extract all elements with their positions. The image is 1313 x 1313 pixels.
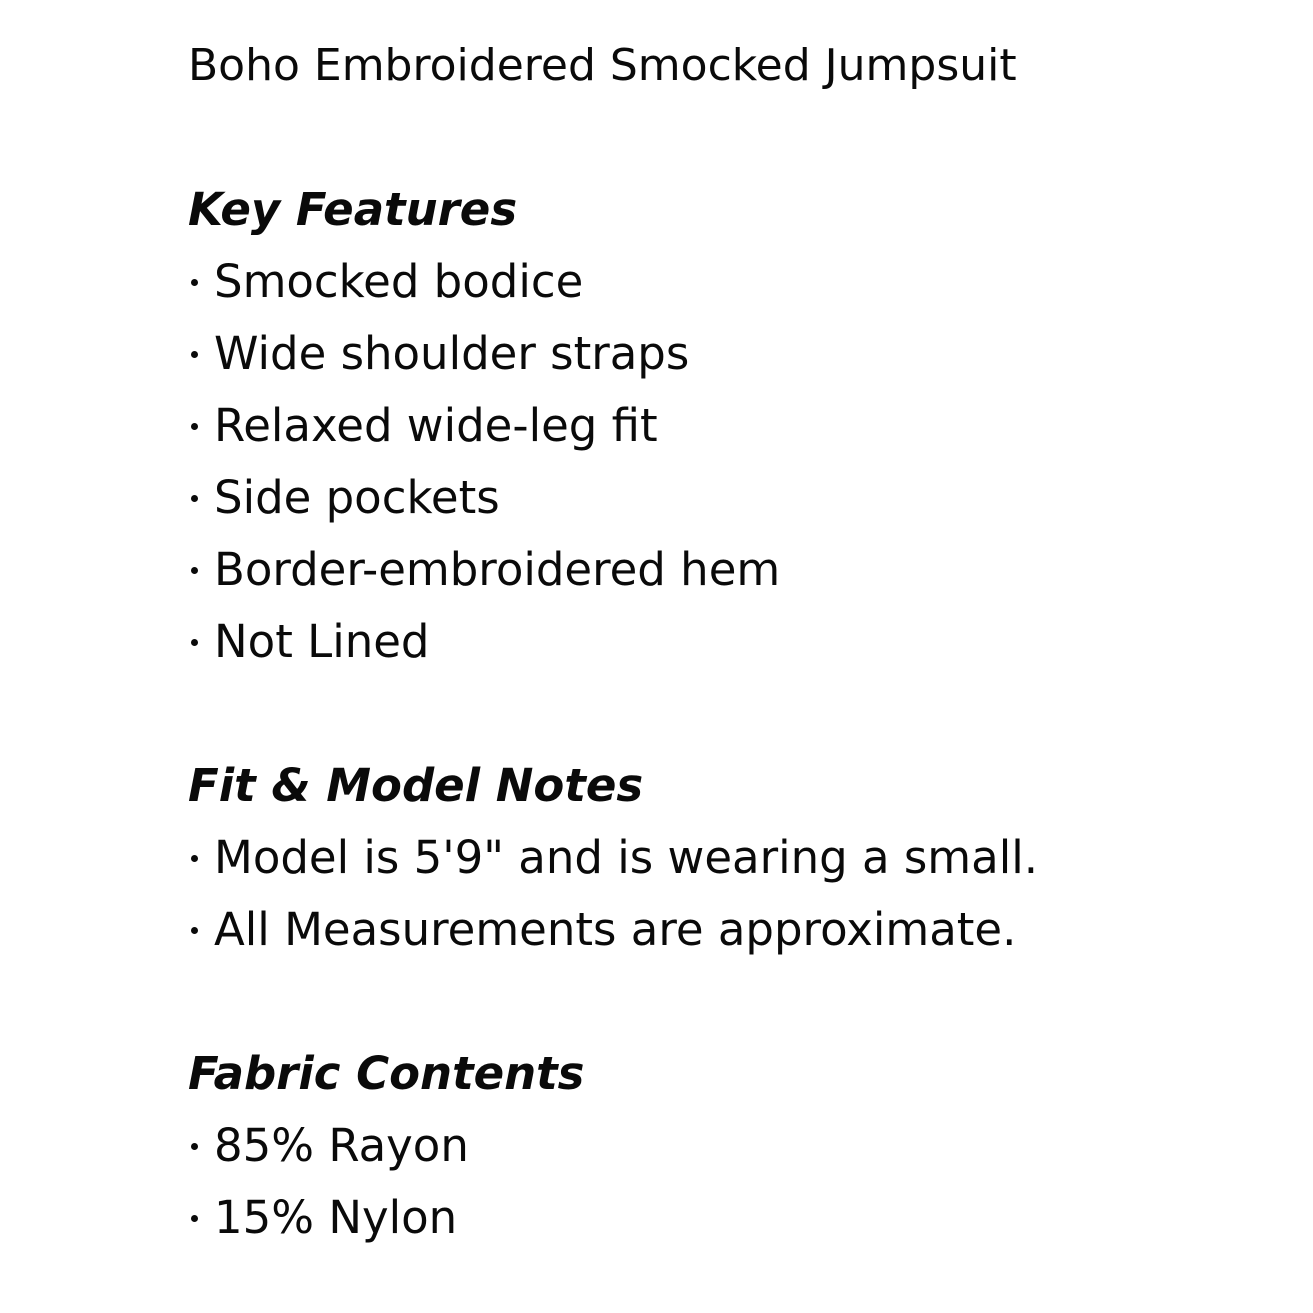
list-item: [188, 462, 780, 534]
list-item: [188, 1182, 584, 1254]
list-item-text: Model is 5'9" and is wearing a small.: [214, 831, 1039, 884]
section-heading: Fit & Model Notes: [188, 759, 644, 812]
bullet-list: [188, 246, 780, 678]
list-item-text: All Measurements are approximate.: [214, 903, 1017, 956]
list-item: [188, 534, 780, 606]
key-features-section: [188, 174, 780, 678]
bullet-icon: [191, 1143, 198, 1150]
list-item-text: Border-embroidered hem: [214, 543, 781, 596]
section-heading: Fabric Contents: [188, 1047, 585, 1100]
bullet-list: [188, 822, 1038, 966]
product-title: Boho Embroidered Smocked Jumpsuit: [188, 40, 1017, 91]
bullet-icon: [191, 927, 198, 934]
list-item: [188, 606, 780, 678]
bullet-icon: [191, 495, 198, 502]
list-item-text: 15% Nylon: [214, 1191, 458, 1244]
bullet-icon: [191, 423, 198, 430]
bullet-list: [188, 1110, 584, 1254]
bullet-icon: [191, 855, 198, 862]
list-item: [188, 390, 780, 462]
fabric-contents-section: [188, 1038, 584, 1254]
section-heading: Key Features: [188, 183, 518, 236]
list-item: [188, 246, 780, 318]
list-item-text: Smocked bodice: [214, 255, 584, 308]
list-item: [188, 1110, 584, 1182]
list-item: [188, 894, 1038, 966]
list-item-text: Wide shoulder straps: [214, 327, 690, 380]
bullet-icon: [191, 351, 198, 358]
list-item: [188, 822, 1038, 894]
bullet-icon: [191, 279, 198, 286]
list-item-text: Side pockets: [214, 471, 500, 524]
list-item-text: Relaxed wide-leg fit: [214, 399, 658, 452]
bullet-icon: [191, 1215, 198, 1222]
bullet-icon: [191, 567, 198, 574]
list-item: [188, 318, 780, 390]
fit-model-notes-section: [188, 750, 1038, 966]
bullet-icon: [191, 639, 198, 646]
list-item-text: Not Lined: [214, 615, 430, 668]
list-item-text: 85% Rayon: [214, 1119, 469, 1172]
